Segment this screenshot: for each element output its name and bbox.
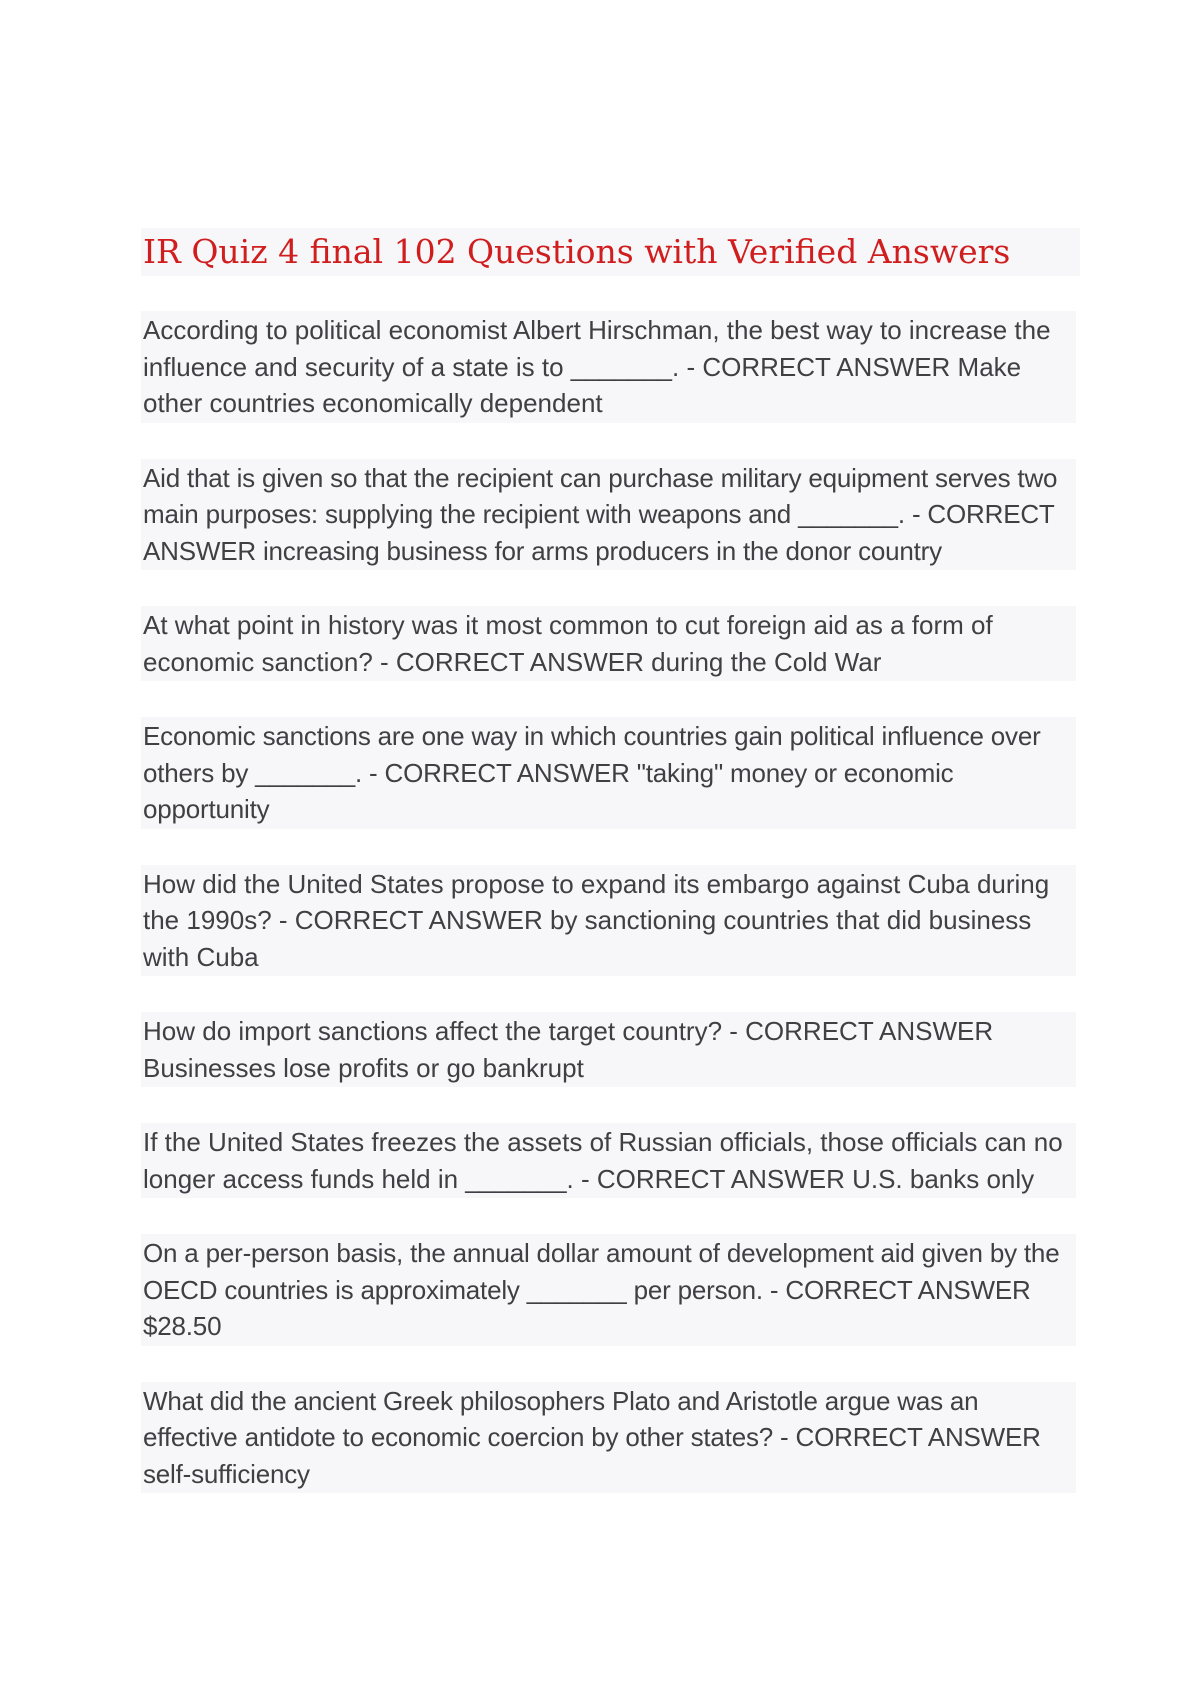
question-list [141,311,1076,1529]
question-answer-5: How did the United States propose to expand its embargo against Cuba during the 1990s? - CORRECT ANSWER by sanctioning countries that did business with Cuba [141,865,1076,977]
question-answer-2: Aid that is given so that the recipient can purchase military equipment serves two main purposes: supplying the recipient with weapons and _______. - CORRECT ANSWER increasing business for arms producers in the donor country [141,459,1076,571]
document-title: IR Quiz 4 final 102 Questions with Verified Answers [141,228,1080,276]
question-answer-3: At what point in history was it most common to cut foreign aid as a form of economic sanction? - CORRECT ANSWER during the Cold War [141,606,1076,681]
question-answer-6: How do import sanctions affect the target country? - CORRECT ANSWER Businesses lose profits or go bankrupt [141,1012,1076,1087]
question-answer-4: Economic sanctions are one way in which countries gain political influence over others by _______. - CORRECT ANSWER "taking" money or economic opportunity [141,717,1076,829]
question-answer-1: According to political economist Albert Hirschman, the best way to increase the influence and security of a state is to _______. - CORRECT ANSWER Make other countries economically dependent [141,311,1076,423]
question-answer-7: If the United States freezes the assets of Russian officials, those officials can no longer access funds held in _______. - CORRECT ANSWER U.S. banks only [141,1123,1076,1198]
question-answer-8: On a per-person basis, the annual dollar amount of development aid given by the OECD countries is approximately _______ per person. - CORRECT ANSWER $28.50 [141,1234,1076,1346]
question-answer-9: What did the ancient Greek philosophers Plato and Aristotle argue was an effective antidote to economic coercion by other states? - CORRECT ANSWER self-sufficiency [141,1382,1076,1494]
